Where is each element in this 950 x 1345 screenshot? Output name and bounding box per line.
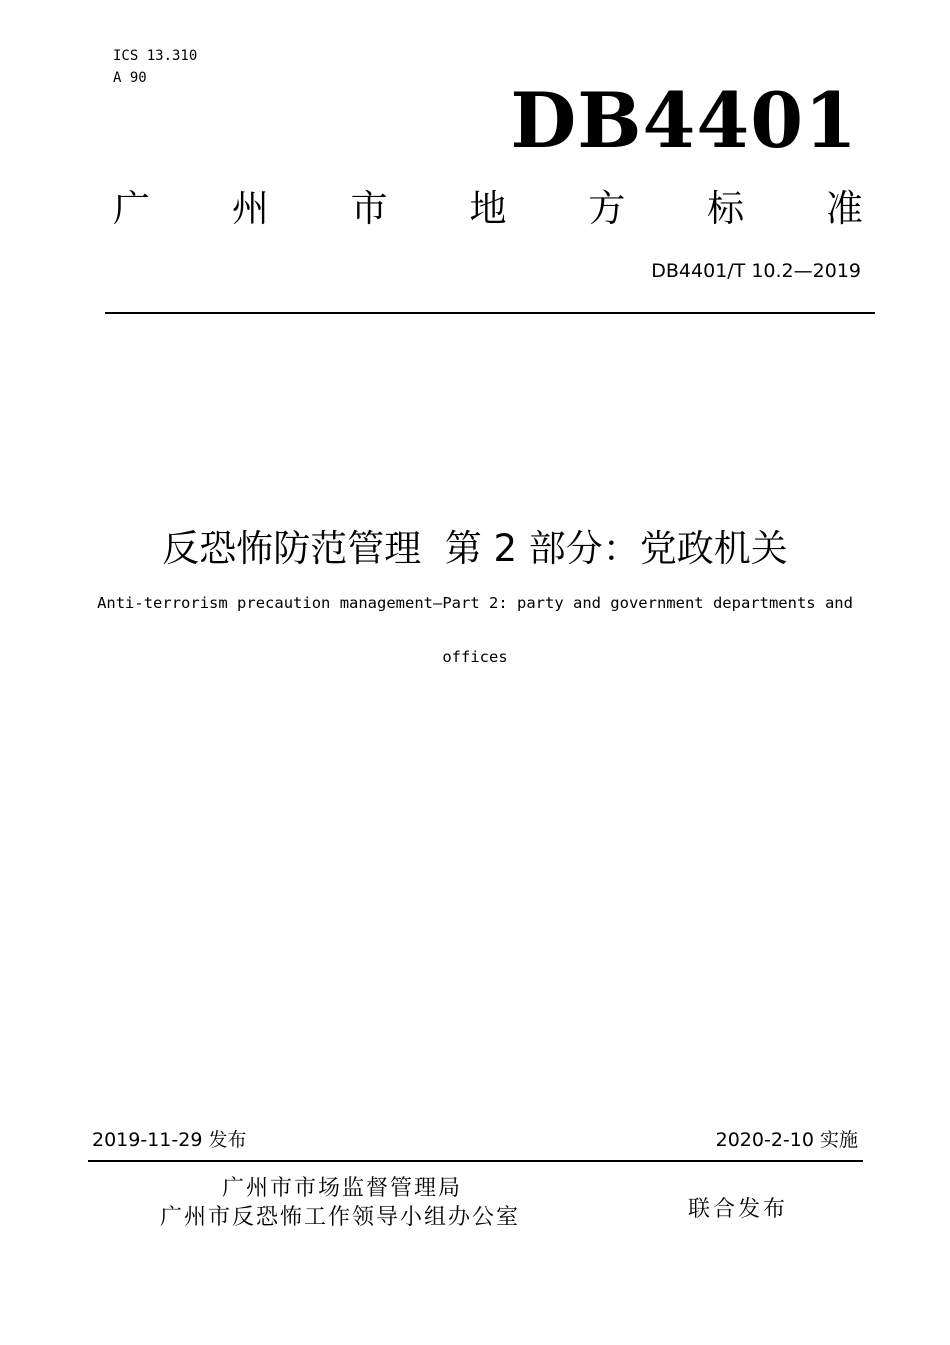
- standard-type-char: 准: [825, 187, 863, 230]
- standard-type-char: 市: [350, 187, 388, 230]
- standard-type-char: 标: [707, 187, 745, 230]
- header-divider: [105, 312, 875, 314]
- standard-type-char: 方: [588, 187, 626, 230]
- standard-type-title: [113, 187, 863, 231]
- implementation-date: 2020-2-10 实施: [715, 1129, 858, 1151]
- issuer-name: 广州市反恐怖工作领导小组办公室: [160, 1205, 521, 1230]
- standard-type-char: 州: [231, 187, 269, 230]
- ics-code: ICS 13.310: [113, 48, 198, 64]
- classification-code: A 90: [113, 70, 147, 86]
- standard-type-char: 地: [469, 187, 507, 230]
- joint-issue-label: 联合发布: [688, 1197, 789, 1222]
- document-title-english: Anti-terrorism precaution management—Part 2: party and government departments and: [97, 594, 853, 612]
- standard-type-char: 广: [113, 187, 150, 230]
- standard-number: DB4401/T 10.2—2019: [651, 260, 861, 282]
- issuer-name: 广州市市场监督管理局: [222, 1176, 463, 1201]
- document-title-chinese: 反恐怖防范管理 第 2 部分：党政机关: [162, 527, 788, 570]
- document-title-english-continued: offices: [442, 648, 508, 666]
- footer-divider: [88, 1160, 863, 1162]
- standard-logo: DB4401: [510, 76, 858, 165]
- release-date: 2019-11-29 发布: [92, 1129, 247, 1151]
